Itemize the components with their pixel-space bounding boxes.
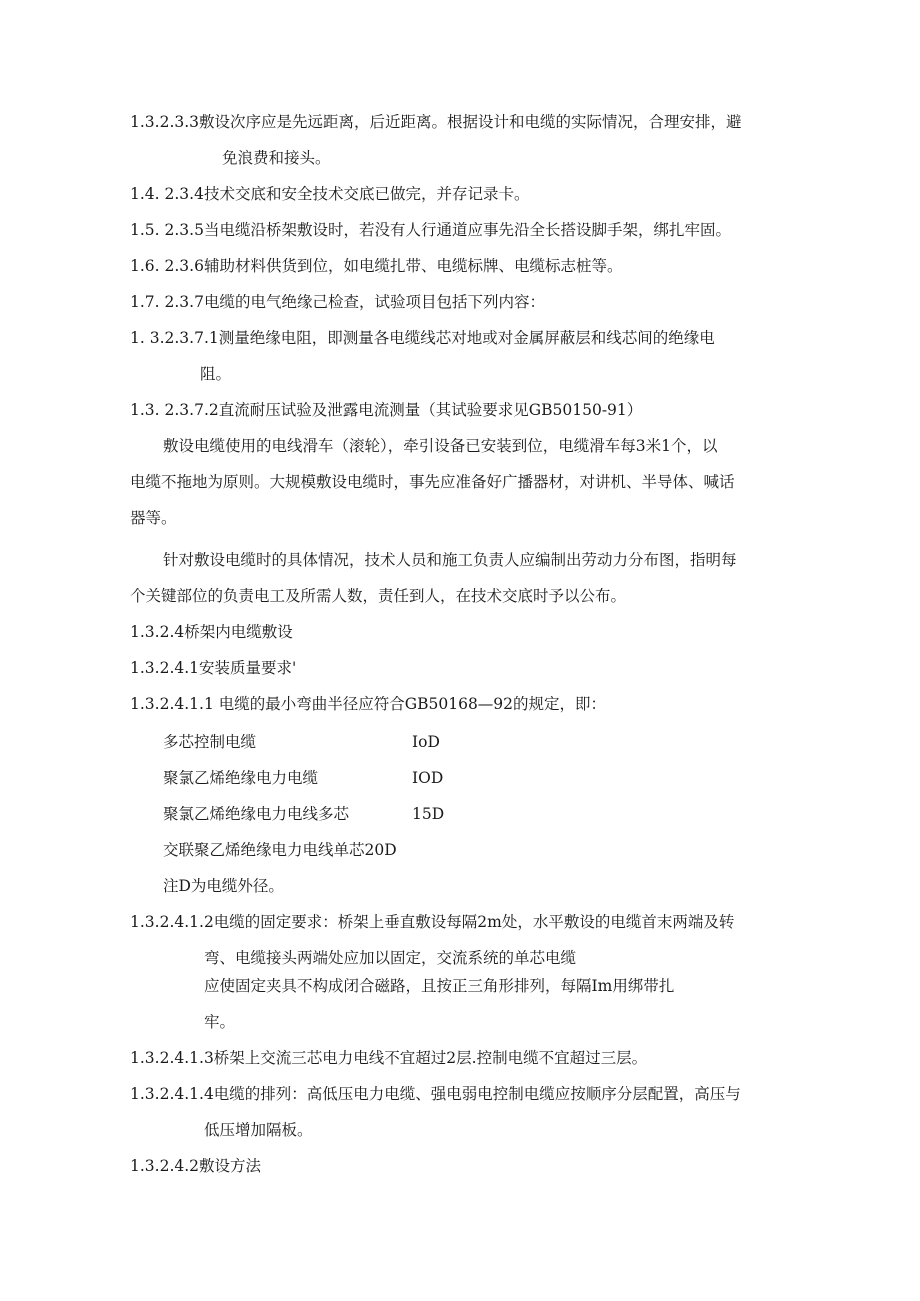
para-1-3-2-4-1-3: 1.3.2.4.1.3桥架上交流三芯电力电线不宜超过2层.控制电缆不宜超过三层。 — [130, 1049, 648, 1067]
para-1-3-2-4-1-2-cont-1: 弯、电缆接头两端处应加以固定，交流系统的单芯电缆 — [204, 949, 577, 967]
para-1-4: 1.4. 2.3.4技术交底和安全技术交底已做完，并存记录卡。 — [130, 185, 530, 203]
para-1-3-2-3-3-cont: 免浪费和接头。 — [222, 149, 331, 167]
para-1-3-2-3-3: 1.3.2.3.3敷设次序应是先远距离，后近距离。根据设计和电缆的实际情况，合理安排，避 — [130, 113, 742, 131]
para-1-3-2-4-1-4-cont: 低压增加隔板。 — [204, 1121, 313, 1139]
bend-radius-value: IoD — [412, 733, 440, 751]
para-3-2-3-7-1: 1. 3.2.3.7.1测量绝缘电阻，即测量各电缆线芯对地或对金属屏蔽层和线芯间的绝缘电 — [130, 329, 715, 347]
table-row-xlpe-single-core: 交联聚乙烯绝缘电力电线单芯20D — [163, 841, 397, 859]
body-paragraph-1: 敷设电缆使用的电线滑车（滚轮），牵引设备已安装到位，电缆滑车每3米1个，以 — [163, 437, 718, 455]
bend-radius-value: IOD — [412, 769, 444, 787]
para-1-3-2-4-1-2-cont-3: 牢。 — [204, 1013, 236, 1031]
para-1-5: 1.5. 2.3.5当电缆沿桥架敷设时，若没有人行通道应事先沿全长搭设脚手架，绑扎牢固。 — [130, 221, 731, 239]
heading-1-3-2-4: 1.3.2.4桥架内电缆敷设 — [130, 623, 293, 641]
cable-type: 聚氯乙烯绝缘电力电缆 — [163, 769, 319, 787]
body-paragraph-1-line-3: 器等。 — [130, 509, 177, 527]
body-paragraph-2-line-2: 个关键部位的负责电工及所需人数，责任到人，在技术交底时予以公布。 — [130, 587, 627, 605]
para-1-7: 1.7. 2.3.7电缆的电气绝缘己检查，试验项目包括下列内容： — [130, 293, 545, 311]
body-paragraph-2: 针对敷设电缆时的具体情况，技术人员和施工负责人应编制出劳动力分布图，指明每 — [163, 551, 737, 569]
para-1-3-2-4-1-4: 1.3.2.4.1.4电缆的排列：高低压电力电缆、强电弱电控制电缆应按顺序分层配置，高压与 — [130, 1085, 741, 1103]
para-3-2-3-7-1-cont: 阻。 — [200, 365, 232, 383]
para-1-3-2-4-1-1: 1.3.2.4.1.1 电缆的最小弯曲半径应符合GB50168—92的规定，即： — [130, 695, 607, 713]
cable-type: 聚氯乙烯绝缘电力电线多芯 — [163, 805, 350, 823]
heading-1-3-2-4-2: 1.3.2.4.2敷设方法 — [130, 1157, 262, 1175]
bend-radius-value: 15D — [412, 805, 445, 823]
note-outer-diameter: 注D为电缆外径。 — [163, 877, 284, 895]
para-1-3-2-4-1-2-cont-2: 应使固定夹具不构成闭合磁路，且按正三角形排列，每隔Im用绑带扎 — [204, 977, 675, 995]
para-1-3-2-4-1-2: 1.3.2.4.1.2电缆的固定要求：桥架上垂直敷设每隔2m处，水平敷设的电缆首末两端及转 — [130, 913, 735, 931]
para-2-3-7-2: 1.3. 2.3.7.2直流耐压试验及泄露电流测量（其试验要求见GB50150-91） — [130, 401, 643, 419]
body-paragraph-1-line-2: 电缆不拖地为原则。大规模敷设电缆时，事先应准备好广播器材，对讲机、半导体、喊话 — [130, 473, 735, 491]
para-1-6: 1.6. 2.3.6辅助材料供货到位，如电缆扎带、电缆标牌、电缆标志桩等。 — [130, 257, 623, 275]
cable-type: 多芯控制电缆 — [163, 733, 257, 751]
heading-1-3-2-4-1: 1.3.2.4.1安装质量要求' — [130, 659, 297, 677]
